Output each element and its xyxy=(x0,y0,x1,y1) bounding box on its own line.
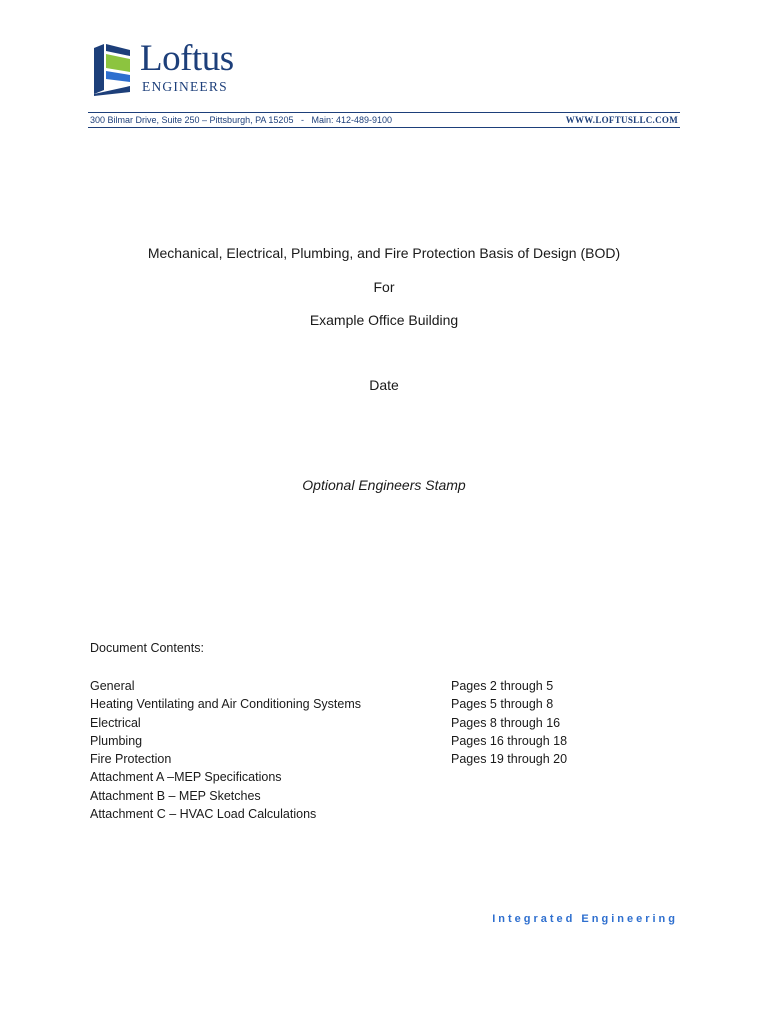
contents-item-pages: Pages 8 through 16 xyxy=(451,715,561,730)
contents-item-label: Fire Protection xyxy=(90,752,172,767)
contents-heading: Document Contents: xyxy=(90,641,204,655)
contents-item-pages: Pages 5 through 8 xyxy=(451,697,554,712)
contents-item-label: Attachment C – HVAC Load Calculations xyxy=(90,807,317,822)
contents-item-pages: Pages 16 through 18 xyxy=(451,733,568,748)
document-title: Mechanical, Electrical, Plumbing, and Fire Protection Basis of Design (BOD) xyxy=(147,245,621,261)
project-name: Example Office Building xyxy=(309,312,459,328)
contents-list xyxy=(90,677,590,823)
header-rule-top xyxy=(88,112,680,113)
contents-item-label: Attachment A –MEP Specifications xyxy=(90,770,282,785)
contents-item xyxy=(90,677,590,695)
contents-item xyxy=(90,750,590,768)
contents-item-label: Heating Ventilating and Air Conditioning Systems xyxy=(90,697,361,712)
contents-item xyxy=(90,805,590,823)
contents-item-pages: Pages 2 through 5 xyxy=(451,679,554,693)
contents-item xyxy=(90,732,590,750)
document-date: Date xyxy=(369,377,399,393)
contents-item-pages: Pages 19 through 20 xyxy=(451,752,568,767)
contents-item-label: Plumbing xyxy=(90,733,143,748)
contents-item xyxy=(90,714,590,732)
company-logo xyxy=(90,38,250,98)
footer-tagline: Integrated Engineering xyxy=(492,913,678,925)
logo-subtitle: ENGINEERS xyxy=(142,79,228,94)
contents-item-label: General xyxy=(90,679,135,693)
contents-item xyxy=(90,787,590,805)
contents-item xyxy=(90,768,590,786)
title-for: For xyxy=(373,279,395,295)
header-rule-bottom xyxy=(88,127,680,128)
logo-wordmark: Loftus xyxy=(140,38,234,79)
contents-item-label: Electrical xyxy=(90,715,141,730)
company-website: WWW.LOFTUSLLC.COM xyxy=(565,115,678,125)
company-address: 300 Bilmar Drive, Suite 250 – Pittsburgh, PA 15205 - Main: 412-489-9100 xyxy=(90,115,393,125)
engineer-stamp-placeholder: Optional Engineers Stamp xyxy=(302,477,466,493)
contents-item xyxy=(90,695,590,713)
contents-item-label: Attachment B – MEP Sketches xyxy=(90,788,261,803)
logo-mark-icon xyxy=(90,42,134,96)
